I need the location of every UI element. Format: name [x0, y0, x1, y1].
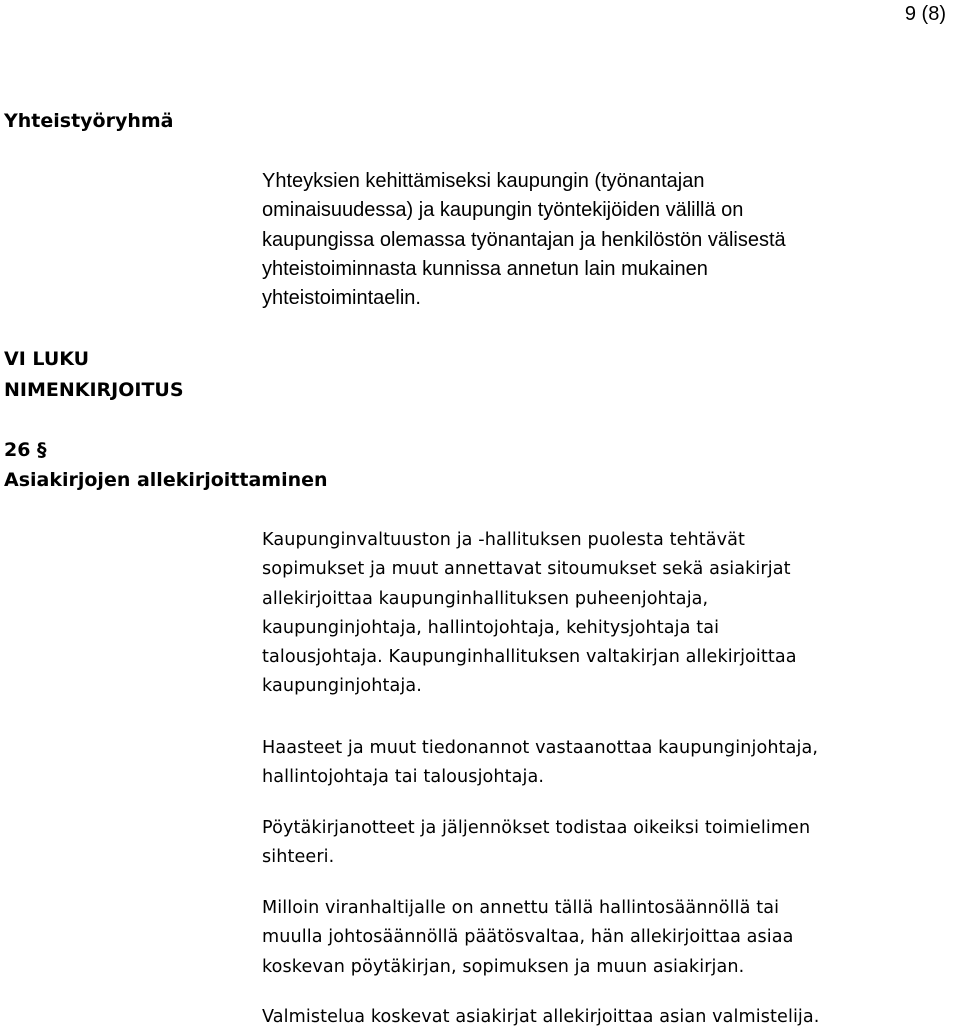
- text-line: yhteistoiminnasta kunnissa annetun lain mukainen: [262, 257, 708, 280]
- chapter-number: VI LUKU: [4, 348, 90, 370]
- text-line: koskevan pöytäkirjan, sopimuksen ja muun asiakirjan.: [262, 956, 745, 977]
- text-line: hallintojohtaja tai talousjohtaja.: [262, 767, 545, 788]
- text-line: kaupunginjohtaja, hallintojohtaja, kehitysjohtaja tai: [262, 617, 720, 638]
- text-line: yhteistoimintaelin.: [262, 287, 421, 310]
- text-line: sihteeri.: [262, 847, 335, 868]
- paragraph-minutes-extracts: [262, 814, 952, 873]
- page-number: 9 (8): [904, 3, 946, 25]
- section-number: 26 §: [4, 439, 47, 461]
- text-line: kaupunginjohtaja.: [262, 676, 422, 697]
- paragraph-official-authority: [262, 894, 952, 982]
- text-line: Pöytäkirjanotteet ja jäljennökset todistaa oikeiksi toimielimen: [262, 818, 811, 838]
- section-heading-cooperation-group: Yhteistyöryhmä: [4, 110, 174, 132]
- text-line: Kaupunginvaltuuston ja -hallituksen puolesta tehtävät: [262, 530, 746, 550]
- section-title: Asiakirjojen allekirjoittaminen: [4, 469, 328, 491]
- paragraph-cooperation: [262, 167, 952, 313]
- text-line: ominaisuudessa) ja kaupungin työntekijöiden välillä on: [262, 199, 744, 222]
- text-line: muulla johtosäännöllä päätösvaltaa, hän allekirjoittaa asiaa: [262, 927, 794, 948]
- text-line: sopimukset ja muut annettavat sitoumukset sekä asiakirjat: [262, 559, 791, 580]
- paragraph-preparation: [262, 1003, 952, 1032]
- text-line: Milloin viranhaltijalle on annettu tällä hallintosäännöllä tai: [262, 898, 780, 918]
- chapter-title: NIMENKIRJOITUS: [4, 379, 184, 401]
- paragraph-summons: [262, 734, 952, 793]
- text-line: Valmistelua koskevat asiakirjat allekirjoittaa asian valmistelija.: [262, 1007, 820, 1027]
- paragraph-signatories: [262, 526, 952, 702]
- text-line: kaupungissa olemassa työnantajan ja henkilöstön välisestä: [262, 228, 786, 251]
- text-line: Yhteyksien kehittämiseksi kaupungin (työnantajan: [262, 170, 705, 192]
- text-line: allekirjoittaa kaupunginhallituksen puheenjohtaja,: [262, 588, 709, 609]
- text-line: Haasteet ja muut tiedonannot vastaanottaa kaupunginjohtaja,: [262, 738, 819, 758]
- text-line: talousjohtaja. Kaupunginhallituksen valtakirjan allekirjoittaa: [262, 647, 797, 668]
